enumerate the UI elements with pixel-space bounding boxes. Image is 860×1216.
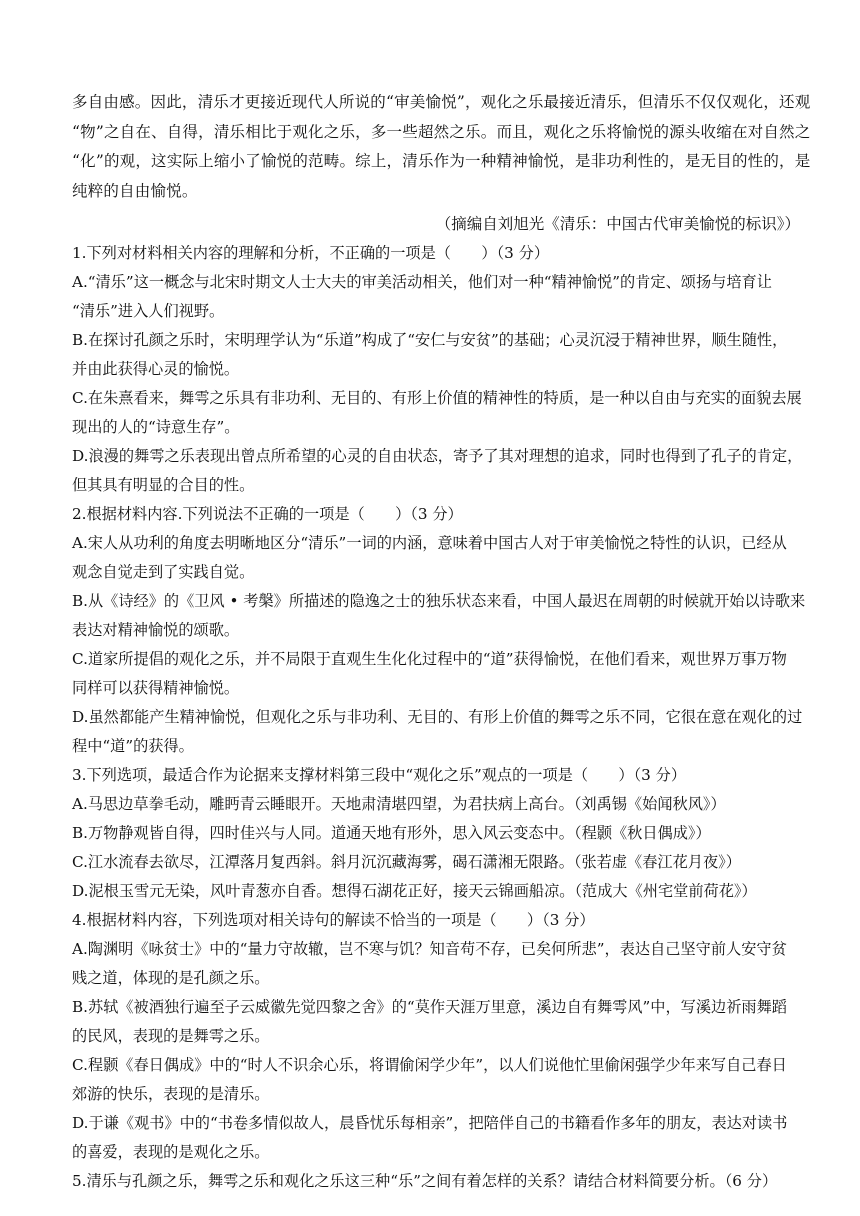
question-1-option-d: D.浪漫的舞雩之乐表现出曾点所希望的心灵的自由状态，寄予了其对理想的追求，同时也得到了孔子的肯定， — [72, 447, 803, 465]
question-3-option-c: C.江水流春去欲尽，江潭落月复西斜。斜月沉沉藏海雾，碣石潇湘无限路。（张若虚《春江花月夜》） — [72, 853, 741, 871]
question-1-option-c: C.在朱熹看来，舞雩之乐具有非功利、无目的、有形上价值的精神性的特质，是一种以自由与充实的面貌去展 — [72, 389, 802, 407]
question-1 — [72, 239, 803, 500]
question-2-option-c-cont: 同样可以获得精神愉悦。 — [72, 679, 240, 697]
question-3-option-d: D.泥根玉雪元无染，风叶青葱亦自香。想得石湖花正好，接天云锦画船凉。（范成大《州宅堂前荷花》） — [72, 882, 757, 900]
question-3-stem: 3.下列选项，最适合作为论据来支撑材料第三段中“观化之乐”观点的一项是（ ）（3 分） — [72, 766, 687, 784]
question-2-option-a: A.宋人从功利的角度去明晰地区分“清乐”一词的内涵，意味着中国古人对于审美愉悦之特性的认识，已经从 — [72, 534, 787, 552]
question-3-option-b: B.万物静观皆自得，四时佳兴与人同。道通天地有形外，思入风云变态中。（程颢《秋日偶成》） — [72, 824, 711, 842]
question-1-option-b-cont: 并由此获得心灵的愉悦。 — [72, 360, 240, 378]
passage-line: 多自由感。因此，清乐才更接近现代人所说的“审美愉悦”，观化之乐最接近清乐，但清乐不仅仅观化，还观 — [72, 93, 811, 111]
question-3 — [72, 761, 794, 906]
question-4-stem: 4.根据材料内容，下列选项对相关诗句的解读不恰当的一项是（ ）（3 分） — [72, 911, 595, 929]
passage-line: 纯粹的自由愉悦。 — [72, 181, 198, 200]
exam-page — [72, 88, 811, 1196]
question-5-stem: 5.清乐与孔颜之乐，舞雩之乐和观化之乐这三种“乐”之间有着怎样的关系？请结合材料简要分析。（6 分） — [72, 1172, 778, 1190]
question-1-option-a-cont: “清乐”进入人们视野。 — [72, 302, 225, 320]
question-4-option-b: B.苏轼《被酒独行遍至子云威徽先觉四黎之舍》的“莫作天涯万里意，溪边自有舞雩风”中，写溪边祈雨舞蹈 — [72, 998, 787, 1016]
question-4-option-c-cont: 郊游的快乐，表现的是清乐。 — [72, 1085, 270, 1103]
question-2-option-b: B.从《诗经》的《卫风 • 考槃》所描述的隐逸之士的独乐状态来看，中国人最迟在周朝的时候就开始以诗歌来 — [72, 592, 806, 610]
passage-source: （摘编自刘旭光《清乐：中国古代审美愉悦的标识》） — [435, 215, 800, 233]
question-2-option-c: C.道家所提倡的观化之乐，并不局限于直观生生化化过程中的“道”获得愉悦，在他们看来，观世界万事万物 — [72, 650, 787, 668]
question-2-option-d: D.虽然都能产生精神愉悦，但观化之乐与非功利、无目的、有形上价值的舞雩之乐不同，它很在意在观化的过 — [72, 708, 803, 726]
question-4-option-c: C.程颢《春日偶成》中的“时人不识余心乐，将谓偷闲学少年”，以人们说他忙里偷闲强学少年来写自己春日 — [72, 1056, 787, 1074]
question-3-option-a: A.马思边草拳毛动，雕眄青云睡眼开。天地肃清堪四望，为君扶病上高台。（刘禹锡《始闻秋风》） — [72, 795, 726, 813]
question-1-option-c-cont: 现出的人的“诗意生存”。 — [72, 418, 240, 436]
question-1-option-b: B.在探讨孔颜之乐时，宋明理学认为“乐道”构成了“安仁与安贫”的基础；心灵沉浸于精神世界，顺生随性， — [72, 331, 788, 349]
question-4-option-b-cont: 的民风，表现的是舞雩之乐。 — [72, 1027, 270, 1045]
question-4-option-a-cont: 贱之道，体现的是孔颜之乐。 — [72, 969, 270, 987]
question-2-option-a-cont: 观念自觉走到了实践自觉。 — [72, 563, 255, 581]
question-2 — [72, 500, 806, 761]
passage — [72, 88, 811, 239]
question-1-option-d-cont: 但其具有明显的合目的性。 — [72, 476, 255, 494]
question-4-option-d: D.于谦《观书》中的“书卷多情似故人，晨昏忧乐每相亲”，把陪伴自己的书籍看作多年的朋友，表达对读书 — [72, 1114, 788, 1132]
passage-line: “化”的观，这实际上缩小了愉悦的范畴。综上，清乐作为一种精神愉悦，是非功利性的，是无目的性的，是 — [72, 152, 811, 170]
question-5 — [72, 1167, 794, 1196]
question-1-stem: 1.下列对材料相关内容的理解和分析，不正确的一项是（ ）（3 分） — [72, 244, 550, 262]
question-4-option-d-cont: 的喜爱，表现的是观化之乐。 — [72, 1143, 270, 1161]
question-2-option-b-cont: 表达对精神愉悦的颂歌。 — [72, 621, 240, 639]
question-2-stem: 2.根据材料内容.下列说法不正确的一项是（ ）（3 分） — [72, 505, 463, 523]
question-4 — [72, 906, 794, 1167]
question-4-option-a: A.陶渊明《咏贫士》中的“量力守故辙，岂不寒与饥？知音苟不存，已矣何所悲”，表达自己坚守前人安守贫 — [72, 940, 787, 958]
question-1-option-a: A.“清乐”这一概念与北宋时期文人士大夫的审美活动相关，他们对一种“精神愉悦”的肯定、颂扬与培育让 — [72, 273, 772, 291]
question-2-option-d-cont: 程中“道”的获得。 — [72, 737, 194, 755]
passage-line: “物”之自在、自得，清乐相比于观化之乐，多一些超然之乐。而且，观化之乐将愉悦的源头收缩在对自然之 — [72, 122, 811, 141]
